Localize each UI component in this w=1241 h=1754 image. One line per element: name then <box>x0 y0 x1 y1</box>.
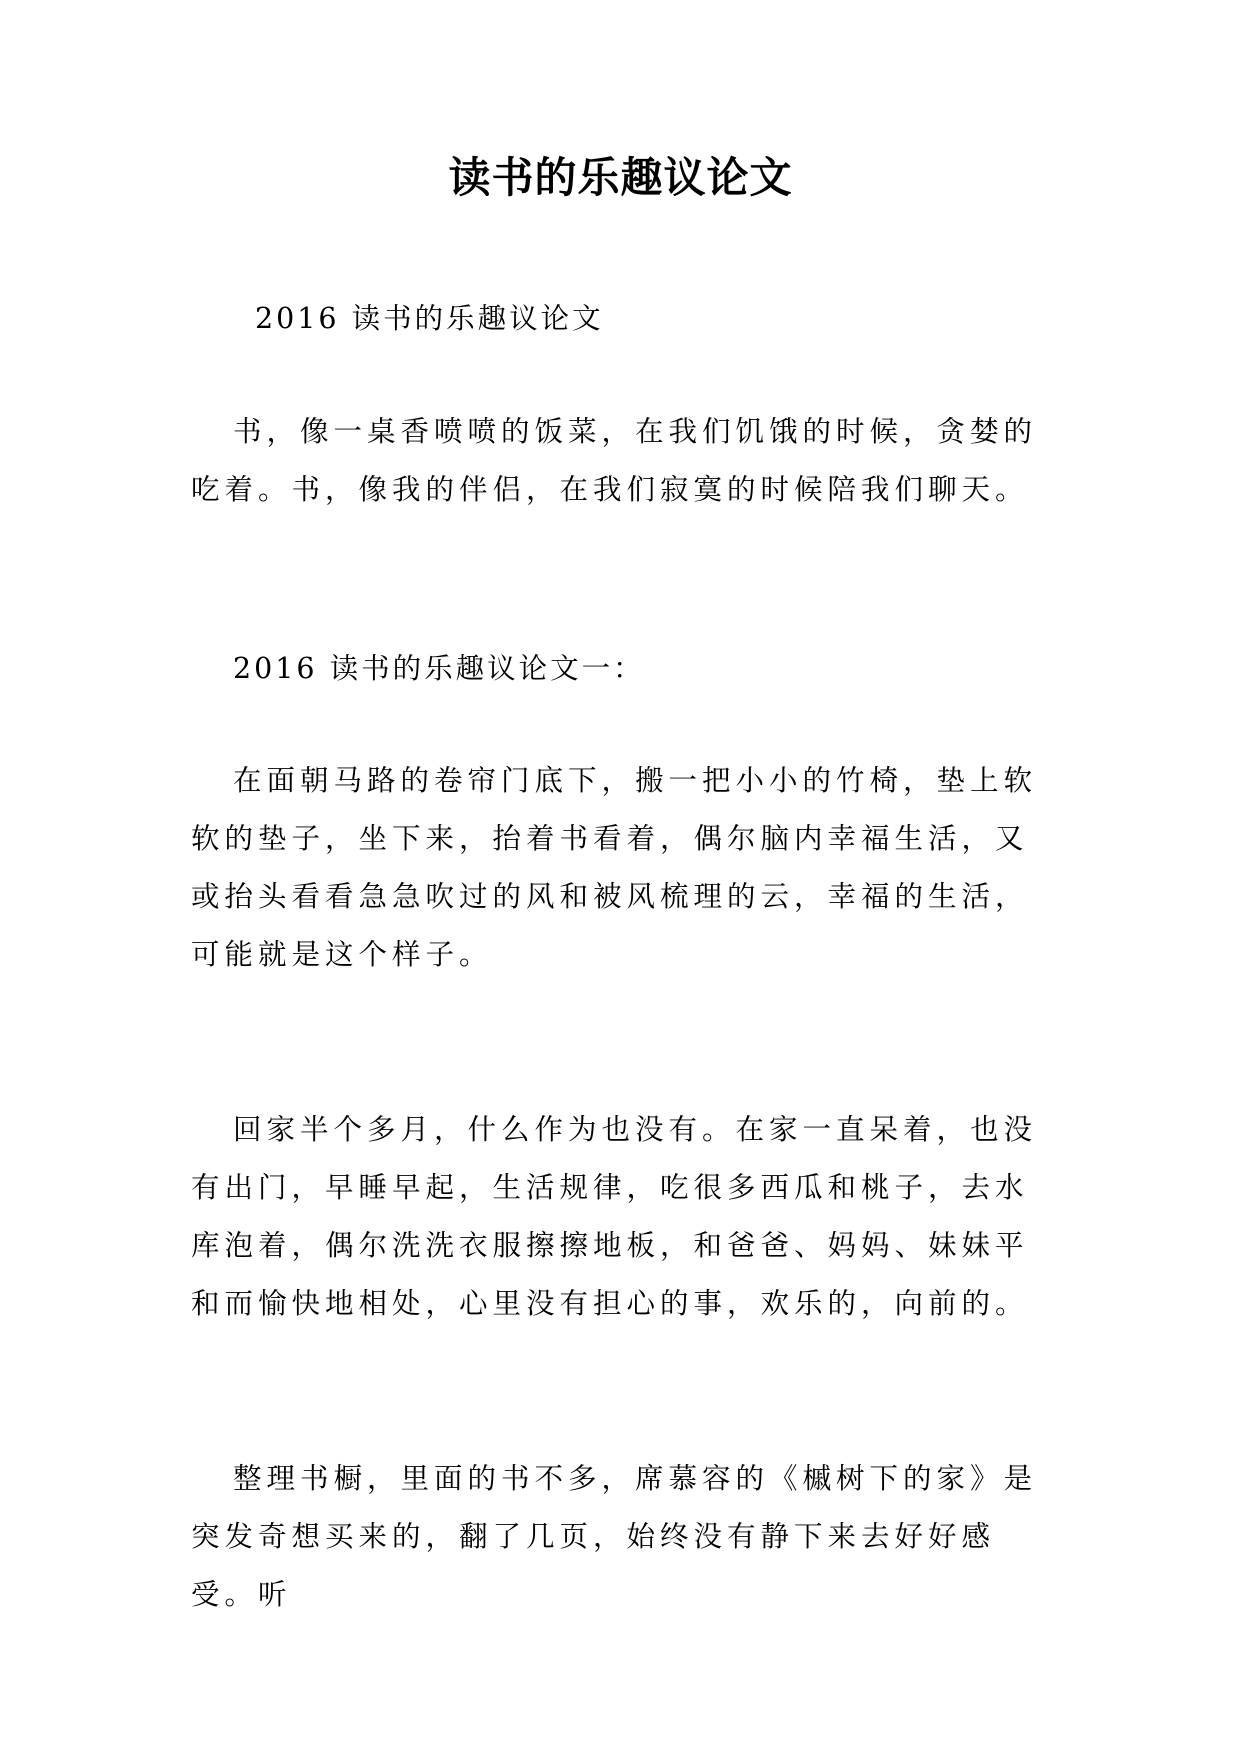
paragraph-2: 回家半个多月，什么作为也没有。在家一直呆着，也没有出门，早睡早起，生活规律，吃很多西瓜和桃子，去水库泡着，偶尔洗洗衣服擦擦地板，和爸爸、妈妈、妹妹平和而愉快地相处，心里没有担心的事，欢乐的，向前的。 <box>191 1113 1038 1320</box>
document-subtitle: 2016 读书的乐趣议论文 <box>255 302 604 335</box>
document-title: 读书的乐趣议论文 <box>448 153 793 202</box>
section-heading: 2016 读书的乐趣议论文一： <box>233 652 645 685</box>
paragraph-1: 在面朝马路的卷帘门底下，搬一把小小的竹椅，垫上软软的垫子，坐下来，抬着书看着，偶尔脑内幸福生活，又或抬头看看急急吹过的风和被风梳理的云，幸福的生活，可能就是这个样子。 <box>191 764 1038 971</box>
paragraph-3: 整理书橱，里面的书不多，席慕容的《槭树下的家》是突发奇想买来的，翻了几页，始终没有静下来去好好感受。听 <box>191 1462 1038 1611</box>
paragraph-intro: 书，像一桌香喷喷的饭菜，在我们饥饿的时候，贪婪的吃着。书，像我的伴侣，在我们寂寞的时候陪我们聊天。 <box>191 415 1038 506</box>
